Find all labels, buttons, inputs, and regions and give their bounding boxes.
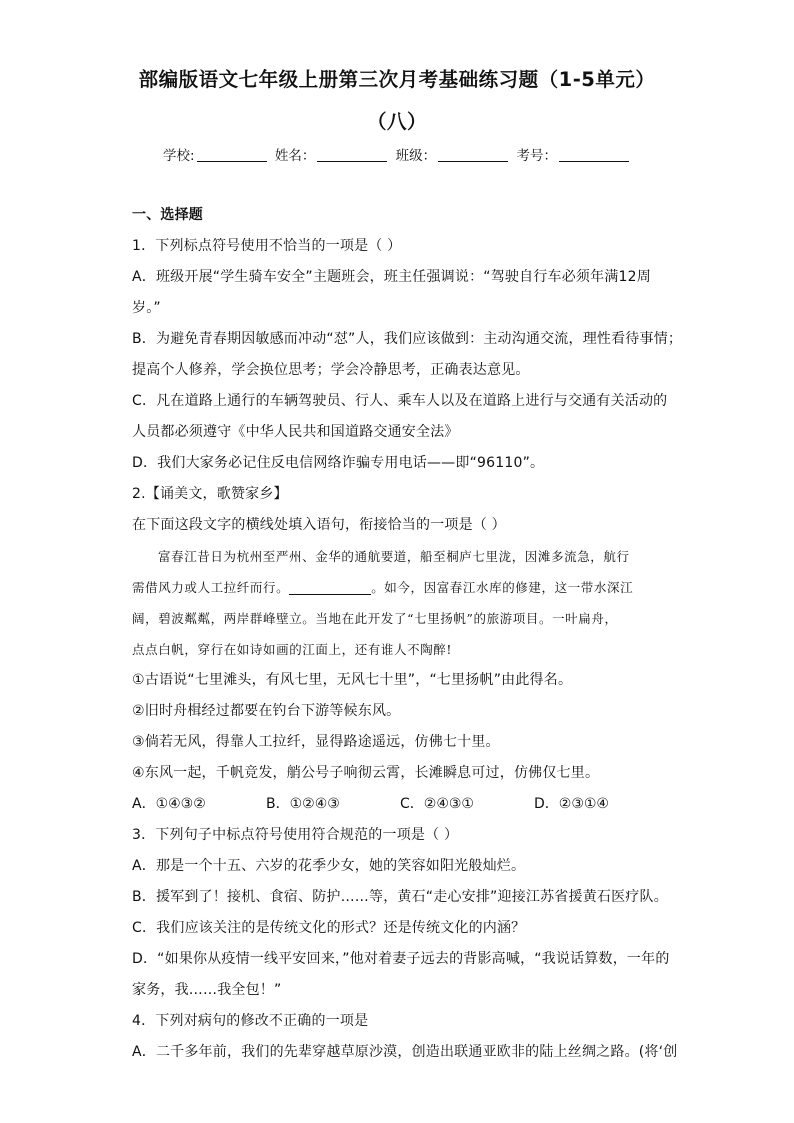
name-blank[interactable] — [317, 161, 387, 162]
question-2-options — [132, 789, 672, 820]
sentence-4: ④东风一起，千帆竞发，艄公号子响彻云霄，长滩瞬息可过，仿佛仅七里。 — [132, 765, 600, 781]
question-3-option-a: A．那是一个十五、六岁的花季少女，她的笑容如阳光般灿烂。 — [132, 858, 526, 874]
option-b[interactable]: B．①②④③ — [266, 796, 340, 812]
school-label: 学校: — [163, 148, 195, 164]
student-info-row — [0, 144, 794, 164]
sentence-3: ③倘若无风，得靠人工拉纤，显得路途遥远，仿佛七十里。 — [132, 734, 500, 750]
exam-title-line2: （八） — [366, 110, 427, 133]
exam-content — [132, 200, 683, 1068]
option-d[interactable]: D．②③①④ — [534, 796, 609, 812]
question-1-option-a: A．班级开展“学生骑车安全”主题班会，班主任强调说：“驾驶自行车必须年满12周 — [132, 269, 651, 285]
question-1-option-b-cont: 提高个人修养，学会换位思考；学会冷静思考，正确表达意见。 — [132, 362, 530, 378]
fill-blank — [289, 580, 371, 595]
section-heading: 一、选择题 — [132, 207, 203, 223]
question-1-option-b: B．为避免青春期因敏感而冲动“怼”人，我们应该做到：主动沟通交流，理性看待事情； — [132, 331, 683, 347]
question-2-instruction: 在下面这段文字的横线处填入语句，衔接恰当的一项是（ ） — [132, 517, 506, 533]
sentence-1: ①古语说“七里滩头，有风七里，无风七十里”，“七里扬帆”由此得名。 — [132, 672, 573, 688]
school-blank[interactable] — [197, 161, 267, 162]
question-1-stem: 1．下列标点符号使用不恰当的一项是（ ） — [132, 238, 402, 254]
class-blank[interactable] — [438, 161, 508, 162]
sentence-2: ②旧时舟楫经过都要在钓台下游等候东风。 — [132, 703, 401, 719]
class-label: 班级： — [395, 148, 437, 164]
question-2-stem: 2.【诵美文，歌赞家乡】 — [132, 486, 288, 502]
id-blank[interactable] — [559, 161, 629, 162]
passage-line: 阔，碧波粼粼，两岸群峰壁立。当地在此开发了“七里扬帆”的旅游项目。一叶扁舟， — [132, 611, 618, 626]
option-a[interactable]: A．①④③② — [132, 796, 206, 812]
option-c[interactable]: C．②④③① — [400, 796, 474, 812]
question-3-option-d-cont: 家务，我……我全包！” — [132, 982, 282, 998]
name-label: 姓名： — [274, 148, 316, 164]
question-1-option-c-cont: 人员都必须遵守《中华人民共和国道路交通安全法》 — [132, 424, 459, 440]
question-3-option-b: B．援军到了！接机、食宿、防护……等，黄石“走心安排”迎接江苏省援黄石医疗队。 — [132, 889, 668, 905]
question-1-option-c: C．凡在道路上通行的车辆驾驶员、行人、乘车人以及在道路上进行与交通有关活动的 — [132, 393, 668, 409]
passage-text: 。如今，因富春江水库的修建，这一带水深江 — [371, 580, 634, 595]
id-label: 考号： — [516, 148, 557, 164]
question-3-option-c: C．我们应该关注的是传统文化的形式？还是传统文化的内涵？ — [132, 920, 526, 936]
question-3-stem: 3．下列句子中标点符号使用符合规范的一项是（ ） — [132, 827, 459, 843]
question-3-option-d: D．“如果你从疫情一线平安回来，”他对着妻子远去的背影高喊，“我说话算数，一年的 — [132, 951, 670, 967]
exam-title-line1: 部编版语文七年级上册第三次月考基础练习题（1-5单元） — [138, 68, 656, 91]
passage-text: 需借风力或人工拉纤而行。 — [132, 580, 290, 595]
question-4-option-a: A．二千多年前，我们的先辈穿越草原沙漠，创造出联通亚欧非的陆上丝绸之路。(将‘创 — [132, 1044, 678, 1060]
passage-line: 富春江昔日为杭州至严州、金华的通航要道，船至桐庐七里泷，因滩多流急，航行 — [158, 549, 630, 564]
question-1-option-d: D．我们大家务必记住反电信网络诈骗专用电话——即“96110”。 — [132, 455, 545, 471]
question-1-option-a-cont: 岁。” — [132, 300, 161, 316]
passage-line — [132, 572, 672, 603]
passage-line: 点点白帆，穿行在如诗如画的江面上，还有谁人不陶醉! — [132, 642, 453, 657]
question-4-stem: 4．下列对病句的修改不正确的一项是 — [132, 1013, 369, 1029]
